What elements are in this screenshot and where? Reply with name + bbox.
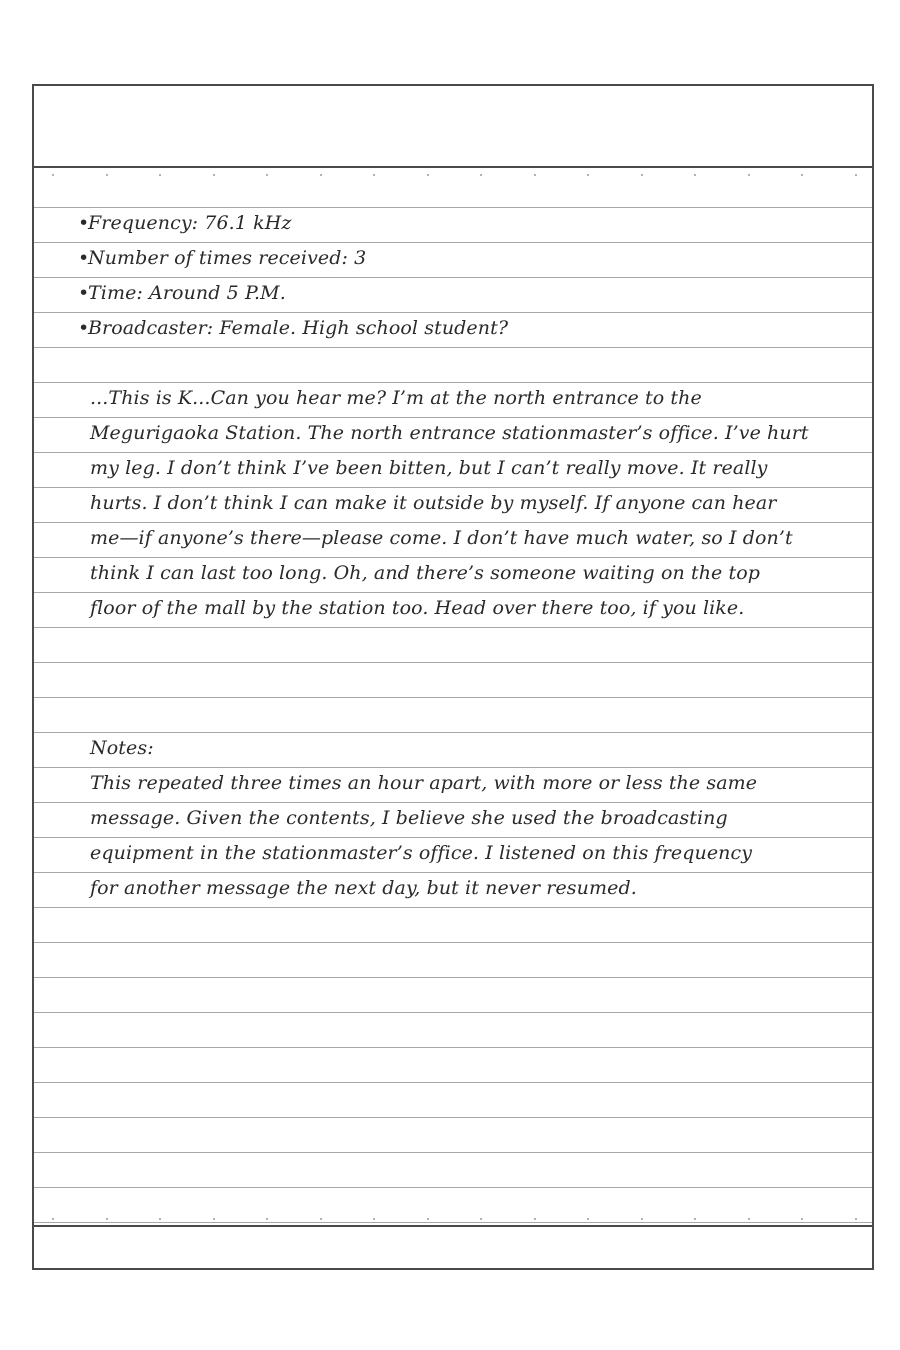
margin-dot: [266, 174, 268, 176]
margin-dot: [52, 1218, 54, 1220]
field-times-received-text: Number of times received: 3: [88, 247, 367, 269]
ruled-line: [34, 1222, 872, 1223]
margin-dot: [159, 1218, 161, 1220]
margin-dot: [320, 1218, 322, 1220]
ruled-line: [34, 942, 872, 943]
notes-line: This repeated three times an hour apart, with more or less the same: [90, 772, 758, 794]
margin-dot: [320, 174, 322, 176]
margin-dot: [748, 1218, 750, 1220]
ruled-line: [34, 1047, 872, 1048]
margin-dot: [748, 174, 750, 176]
margin-dot: [480, 174, 482, 176]
message-line: hurts. I don’t think I can make it outside by myself. If anyone can hear: [90, 492, 777, 514]
field-broadcaster: [78, 311, 508, 346]
field-broadcaster-text: Broadcaster: Female. High school student?: [88, 317, 509, 339]
margin-dot: [587, 174, 589, 176]
notes-line: equipment in the stationmaster’s office. I listened on this frequency: [90, 842, 753, 864]
ruled-line: [34, 347, 872, 348]
message-line: my leg. I don’t think I’ve been bitten, but I can’t really move. It really: [90, 457, 768, 479]
field-time: [78, 276, 286, 311]
margin-dot: [587, 1218, 589, 1220]
ruled-line: [34, 907, 872, 908]
notebook-sheet: [32, 84, 874, 1270]
ruled-line: [34, 1082, 872, 1083]
margin-dot: [373, 1218, 375, 1220]
message-line: floor of the mall by the station too. Head over there too, if you like.: [90, 597, 745, 619]
ruled-line: [34, 1187, 872, 1188]
ruled-line: [34, 1117, 872, 1118]
message-line: ...This is K...Can you hear me? I’m at the north entrance to the: [90, 387, 702, 409]
margin-dot: [266, 1218, 268, 1220]
margin-dot: [855, 174, 857, 176]
margin-dot: [480, 1218, 482, 1220]
field-frequency: [78, 206, 292, 241]
margin-dot: [52, 174, 54, 176]
notes-heading: Notes:: [90, 737, 154, 759]
margin-dot: [427, 1218, 429, 1220]
footer-band: [34, 1225, 872, 1270]
bullet-icon: •: [78, 282, 90, 304]
margin-dot: [534, 1218, 536, 1220]
margin-dot: [694, 1218, 696, 1220]
field-times-received: [78, 241, 366, 276]
margin-dot: [694, 174, 696, 176]
message-line: Megurigaoka Station. The north entrance stationmaster’s office. I’ve hurt: [90, 422, 809, 444]
notes-line: for another message the next day, but it never resumed.: [90, 877, 637, 899]
bullet-icon: •: [78, 317, 90, 339]
bullet-icon: •: [78, 212, 90, 234]
field-time-text: Time: Around 5 P.M.: [88, 282, 286, 304]
margin-dot: [641, 1218, 643, 1220]
ruled-line: [34, 662, 872, 663]
field-frequency-text: Frequency: 76.1 kHz: [88, 212, 292, 234]
notes-line: message. Given the contents, I believe she used the broadcasting: [90, 807, 728, 829]
ruled-line: [34, 627, 872, 628]
margin-dot: [534, 174, 536, 176]
margin-dot: [159, 174, 161, 176]
ruled-line: [34, 1012, 872, 1013]
margin-dot: [801, 1218, 803, 1220]
message-line: think I can last too long. Oh, and there’s someone waiting on the top: [90, 562, 761, 584]
ruled-line: [34, 977, 872, 978]
margin-dot: [106, 1218, 108, 1220]
message-line: me—if anyone’s there—please come. I don’t have much water, so I don’t: [90, 527, 793, 549]
margin-dot: [213, 1218, 215, 1220]
margin-dot: [641, 174, 643, 176]
bullet-icon: •: [78, 247, 90, 269]
margin-dot: [213, 174, 215, 176]
margin-dot: [106, 174, 108, 176]
margin-dot: [801, 174, 803, 176]
margin-dot: [427, 174, 429, 176]
margin-dot: [373, 174, 375, 176]
ruled-line: [34, 697, 872, 698]
ruled-line: [34, 732, 872, 733]
ruled-line: [34, 1152, 872, 1153]
header-band: [34, 86, 872, 168]
margin-dot: [855, 1218, 857, 1220]
